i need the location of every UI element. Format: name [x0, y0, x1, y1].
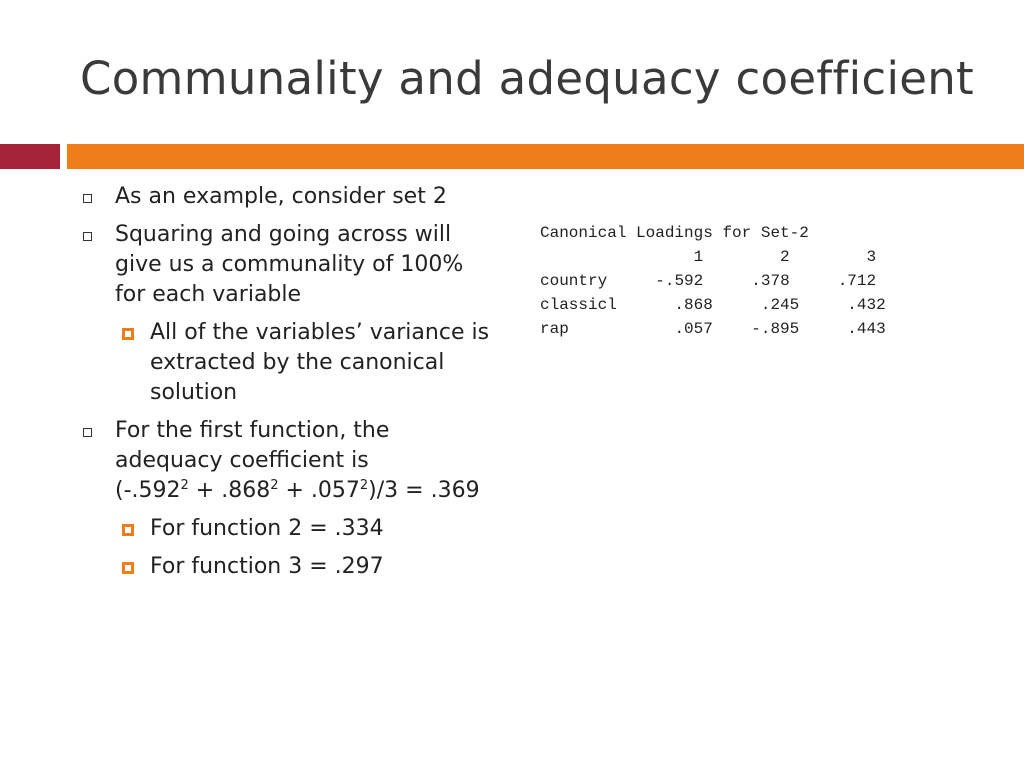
orange-square-bullet-icon: [122, 328, 134, 340]
bullet-communality: [80, 220, 500, 310]
orange-square-bullet-icon: [122, 562, 134, 574]
square-bullet-icon: [83, 232, 92, 241]
bullet-example: [80, 182, 500, 212]
bullet-adequacy: [80, 416, 500, 506]
sub-bullet-variance: [80, 318, 500, 408]
accent-bar-red: [0, 144, 60, 169]
bullet-text: For the first function, the adequacy coefficient is: [115, 418, 390, 473]
superscript: 2: [270, 478, 279, 493]
bullet-text: As an example, consider set 2: [115, 184, 447, 209]
square-bullet-icon: [83, 194, 92, 203]
bullet-list: [80, 182, 500, 590]
output-row-rap: rap .057 -.895 .443: [540, 320, 886, 338]
square-bullet-icon: [83, 428, 92, 437]
output-row-classicl: classicl .868 .245 .432: [540, 296, 886, 314]
formula-part: + .057: [278, 478, 360, 503]
sub-bullet-function-2: [80, 514, 500, 544]
bullet-text: All of the variables’ variance is extracted by the canonical solution: [150, 320, 490, 405]
formula-part: (-.592: [115, 478, 181, 503]
output-heading: Canonical Loadings for Set-2: [540, 224, 809, 242]
sub-bullet-function-3: [80, 552, 500, 582]
superscript: 2: [180, 478, 189, 493]
formula-part: )/3 = .369: [368, 478, 480, 503]
superscript: 2: [359, 478, 369, 493]
bullet-text: For function 2 = .334: [150, 516, 384, 541]
canonical-loadings-output: [540, 221, 886, 341]
orange-square-bullet-icon: [122, 524, 134, 536]
output-column-header: 1 2 3: [693, 248, 877, 266]
bullet-text: Squaring and going across will give us a communality of 100% for each variable: [115, 222, 464, 307]
slide-title: Communality and adequacy coefficient: [80, 52, 974, 105]
output-row-country: country -.592 .378 .712: [540, 272, 877, 290]
accent-bar-orange: [67, 144, 1024, 169]
bullet-text: For function 3 = .297: [150, 554, 384, 579]
formula-part: + .868: [188, 478, 271, 503]
